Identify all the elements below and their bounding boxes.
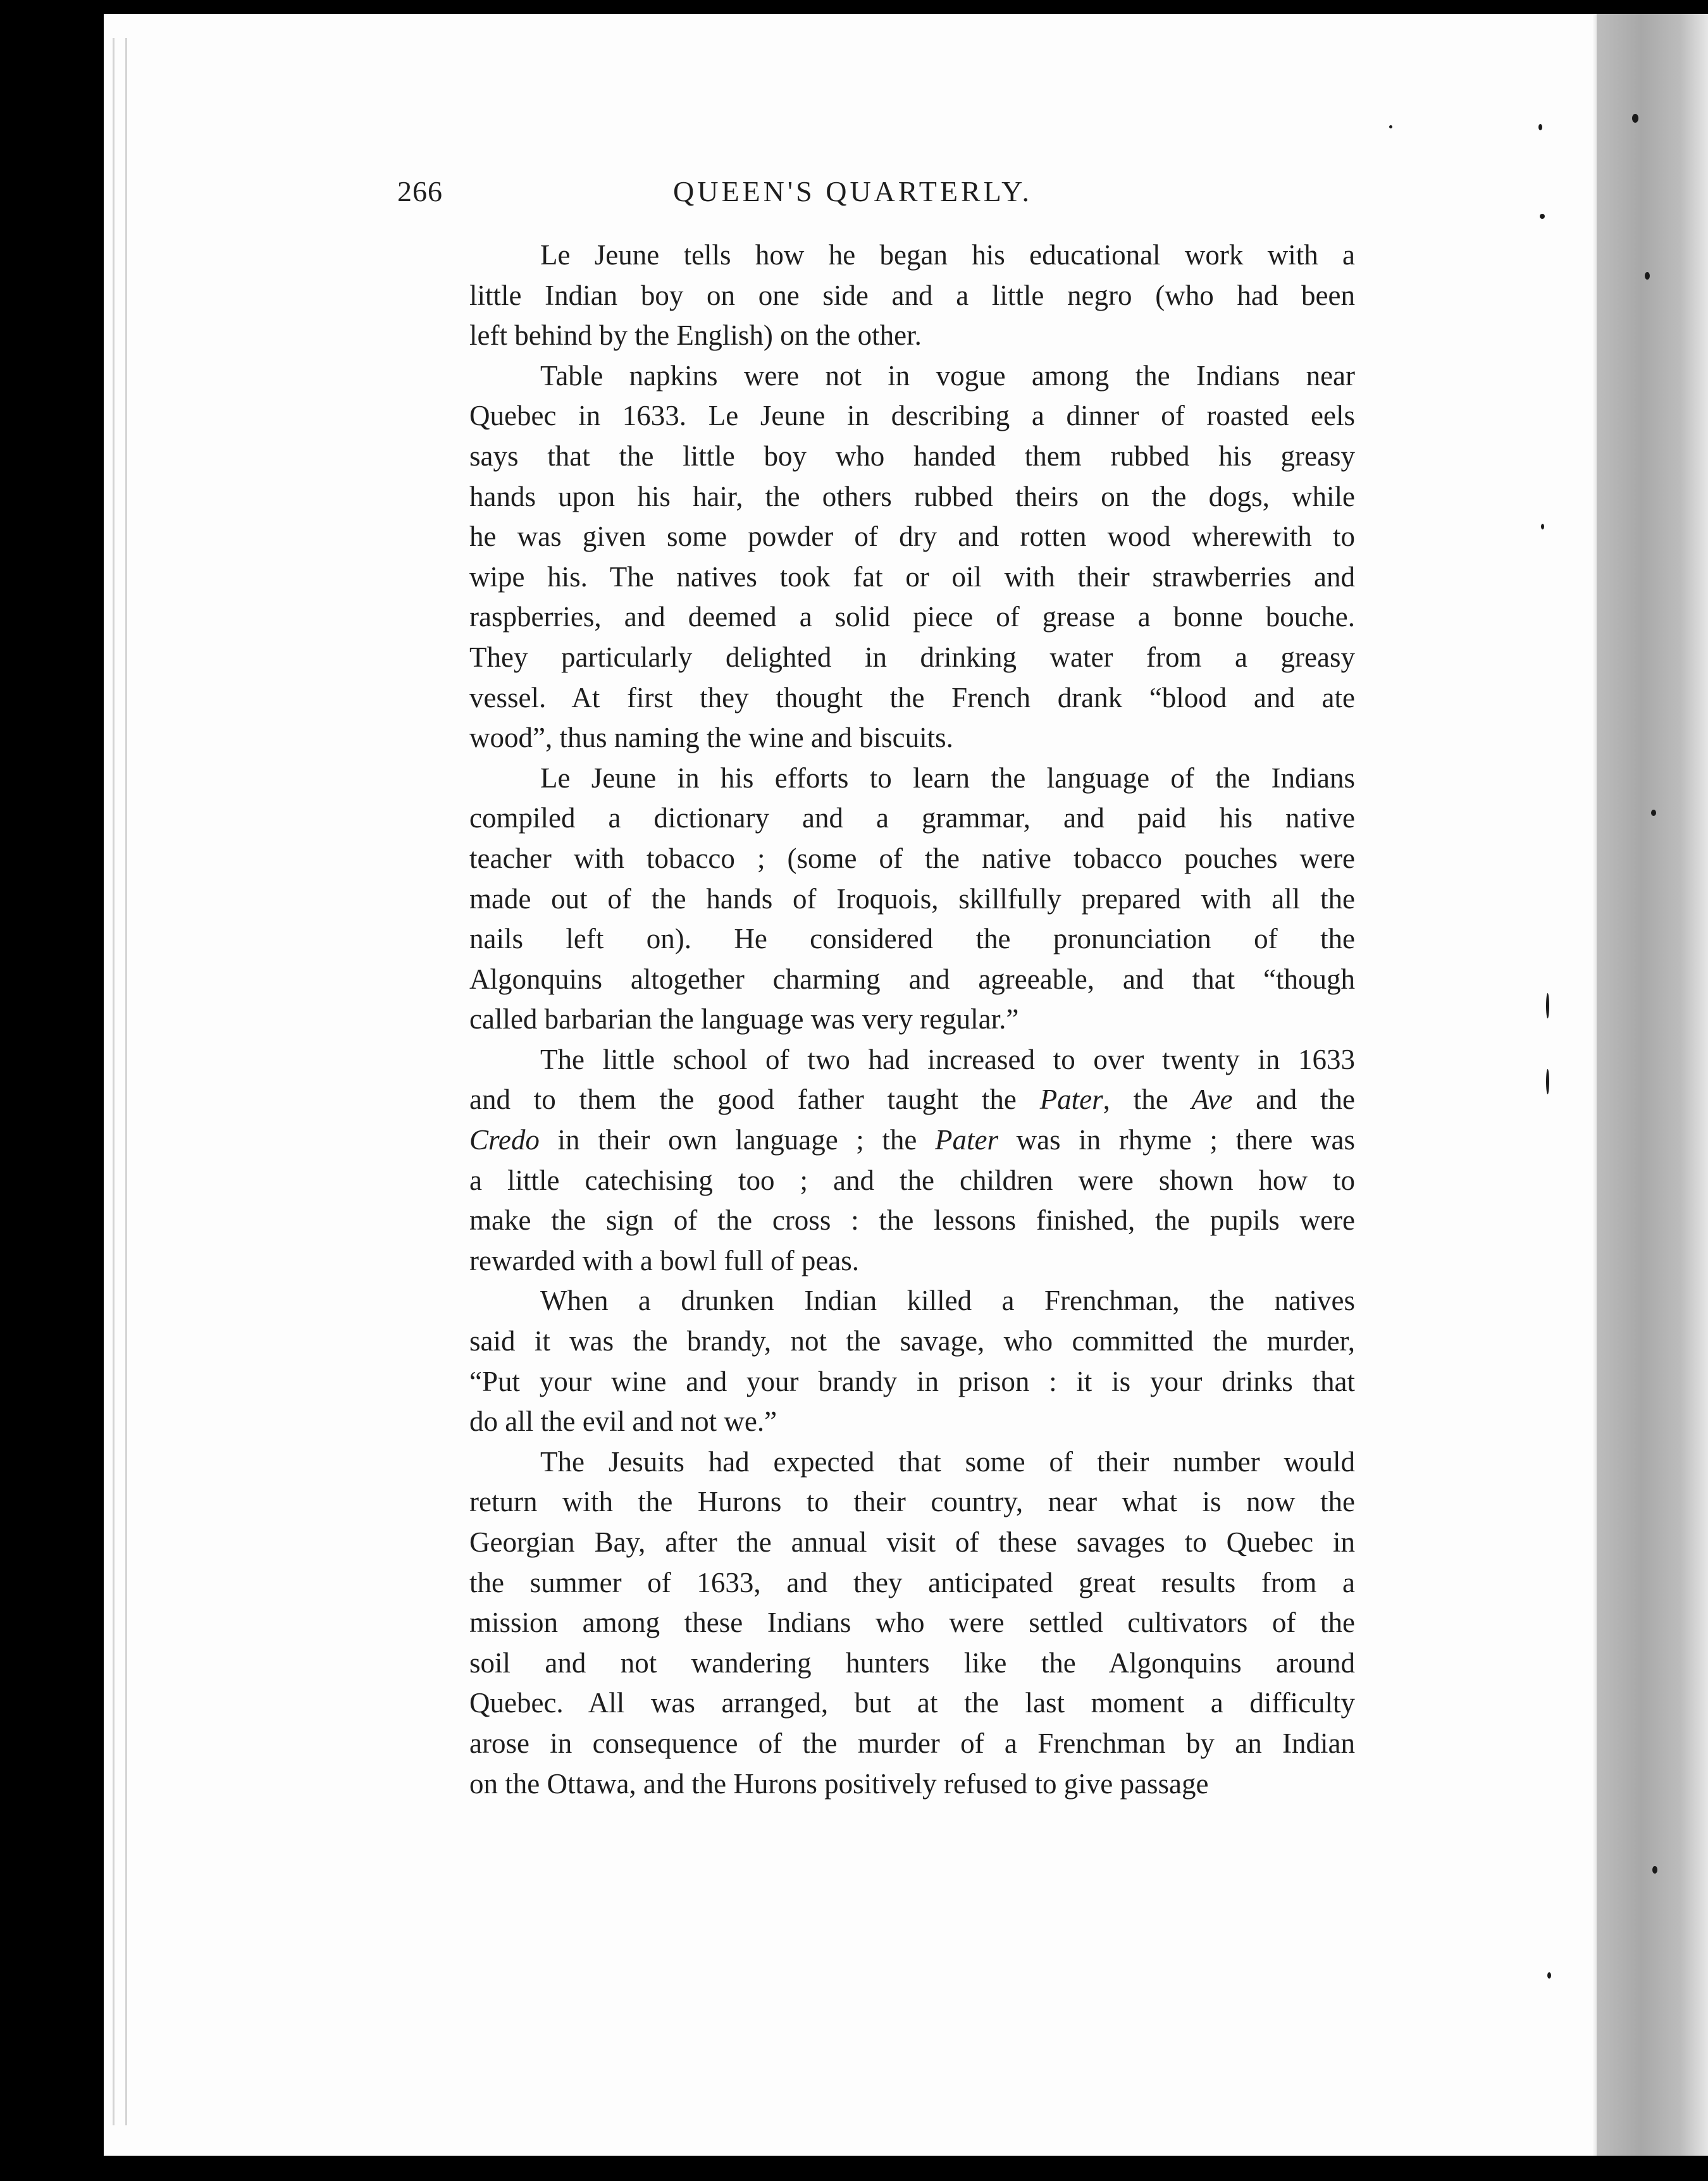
text-line: wipe his. The natives took fat or oil with their strawberries and xyxy=(469,560,1355,593)
page-edge-line xyxy=(113,38,114,2125)
journal-title: QUEEN'S QUARTERLY. xyxy=(673,175,1032,207)
scan-speck xyxy=(1651,810,1656,816)
page-number: 266 xyxy=(397,175,443,207)
text-line: mission among these Indians who were settled cultivators of the xyxy=(469,1607,1355,1639)
text-line: and to them the good father taught the Pater, the Ave and the xyxy=(469,1084,1355,1116)
text-line: They particularly delighted in drinking water from a greasy xyxy=(469,641,1355,673)
text-line: said it was the brandy, not the savage, who committed the murder, xyxy=(469,1325,1355,1357)
text-line: hands upon his hair, the others rubbed theirs on the dogs, while xyxy=(469,480,1355,512)
text-line: make the sign of the cross : the lessons finished, the pupils were xyxy=(469,1204,1355,1237)
scan-speck xyxy=(1645,272,1650,280)
body-text xyxy=(399,235,1355,1804)
text-line: rewarded with a bowl full of peas. xyxy=(469,1244,860,1276)
text-line: return with the Hurons to their country, near what is now the xyxy=(469,1486,1355,1518)
text-line: When a drunken Indian killed a Frenchman, the natives xyxy=(540,1285,1355,1317)
text-line: wood”, thus naming the wine and biscuits. xyxy=(469,722,953,754)
text-line: arose in consequence of the murder of a Frenchman by an Indian xyxy=(469,1727,1355,1759)
text-line: compiled a dictionary and a grammar, and paid his native xyxy=(469,802,1355,834)
text-line: called barbarian the language was very regular.” xyxy=(469,1003,1019,1035)
text-line: soil and not wandering hunters like the Algonquins around xyxy=(469,1647,1355,1679)
text-line: Algonquins altogether charming and agreeable, and that “though xyxy=(469,963,1355,995)
text-line: Table napkins were not in vogue among the Indians near xyxy=(540,359,1355,392)
scan-speck xyxy=(1632,114,1638,123)
text-line: Georgian Bay, after the annual visit of these savages to Quebec in xyxy=(469,1526,1355,1558)
text-line: Quebec. All was arranged, but at the last moment a difficulty xyxy=(469,1687,1355,1719)
scan-speck xyxy=(1546,993,1549,1018)
text-line: Le Jeune tells how he began his educational work with a xyxy=(540,239,1355,271)
text-line: raspberries, and deemed a solid piece of grease a bonne bouche. xyxy=(469,601,1355,633)
text-line: Le Jeune in his efforts to learn the language of the Indians xyxy=(540,762,1355,794)
paragraph xyxy=(399,1281,1355,1442)
text-line: The Jesuits had expected that some of their number would xyxy=(540,1445,1355,1478)
text-line: says that the little boy who handed them rubbed his greasy xyxy=(469,440,1355,472)
paragraph xyxy=(399,235,1355,356)
scan-speck xyxy=(1541,524,1544,529)
scan-speck xyxy=(1546,1069,1549,1094)
text-line: do all the evil and not we.” xyxy=(469,1406,777,1438)
text-line: nails left on). He considered the pronunciation of the xyxy=(469,923,1355,955)
paragraph xyxy=(399,1442,1355,1804)
paragraph xyxy=(399,356,1355,758)
text-line: left behind by the English) on the other. xyxy=(469,319,922,352)
scan-speck xyxy=(1538,124,1542,130)
text-line: teacher with tobacco ; (some of the native tobacco pouches were xyxy=(469,842,1355,874)
text-line: the summer of 1633, and they anticipated great results from a xyxy=(469,1566,1355,1598)
page-edge-line xyxy=(125,38,127,2125)
text-line: Credo in their own language ; the Pater was in rhyme ; there was xyxy=(469,1124,1355,1156)
text-line: he was given some powder of dry and rotten wood wherewith to xyxy=(469,521,1355,553)
scan-speck xyxy=(1547,1972,1551,1979)
text-line: The little school of two had increased to over twenty in 1633 xyxy=(540,1043,1355,1075)
binding-strip xyxy=(1597,14,1708,2158)
paragraph xyxy=(399,1040,1355,1282)
text-line: vessel. At first they thought the French drank “blood and ate xyxy=(469,681,1355,714)
paragraph xyxy=(399,758,1355,1040)
text-line: a little catechising too ; and the children were shown how to xyxy=(469,1164,1355,1196)
text-line: made out of the hands of Iroquois, skillfully prepared with all the xyxy=(469,882,1355,915)
scan-speck xyxy=(1389,125,1392,128)
scan-bottom-edge xyxy=(0,2156,1708,2181)
text-line: little Indian boy on one side and a little negro (who had been xyxy=(469,279,1355,311)
text-line: “Put your wine and your brandy in prison : it is your drinks that xyxy=(469,1365,1355,1397)
scan-speck xyxy=(1652,1866,1657,1874)
running-head xyxy=(397,170,1708,220)
text-line: Quebec in 1633. Le Jeune in describing a dinner of roasted eels xyxy=(469,400,1355,432)
text-line: on the Ottawa, and the Hurons positively refused to give passage xyxy=(469,1767,1209,1800)
